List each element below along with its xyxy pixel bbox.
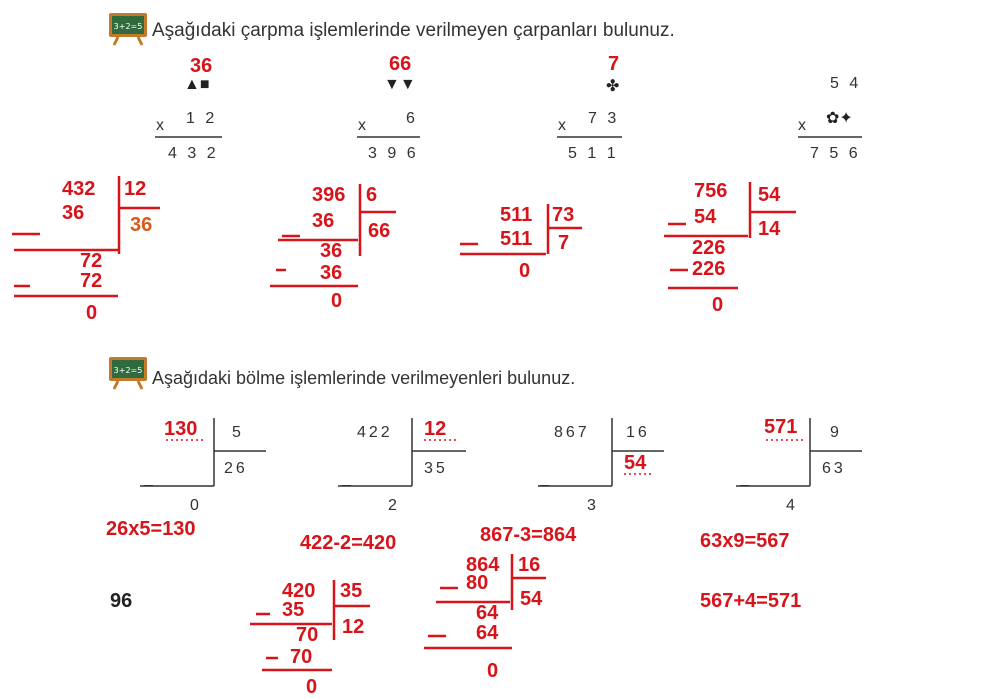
work1d-final: 0 [712,294,724,316]
work1b-sub2: 36 [320,262,343,284]
div1-minus: _ [144,470,156,487]
div2-dividend: 422 [357,424,393,441]
multiply-sign-1: x [156,117,167,134]
work1a-dividend: 432 [62,178,96,200]
work1c-quotient: 7 [558,232,570,254]
div4-minus: _ [740,470,752,487]
work2b-divisor: 35 [340,580,363,602]
answer-1: 36 [190,55,213,77]
work2-eq2: 422-2=420 [300,532,397,554]
svg-text:3+2=5: 3+2=5 [113,22,143,31]
product-3: 5 1 1 [568,145,619,162]
work1a-sub1: 36 [62,202,85,224]
work2c-rem1: 64 [476,602,499,624]
div1-quotient: 26 [224,460,248,477]
instruction-division: Aşağıdaki bölme işlemlerinde verilmeyenleri bulunuz. [152,368,576,388]
div3-divisor: 16 [626,424,650,441]
work2b-rem1: 70 [296,624,319,646]
svg-text:3+2=5: 3+2=5 [113,366,143,375]
div2-quotient: 35 [424,460,448,477]
work2-eq5: 567+4=571 [700,590,802,612]
work1c-dividend: 511 [500,204,533,226]
multiply-sign-4: x [798,117,809,134]
work2c-sub2: 64 [476,622,499,644]
multiply-sign-2: x [358,117,369,134]
work2c-divisor: 16 [518,554,541,576]
work1b-final: 0 [331,290,343,312]
work1a-divisor: 12 [124,178,147,200]
div1-divisor: 5 [232,424,244,441]
work2b-dividend: 420 [282,580,316,602]
multiplicand-4: 5 4 [830,75,862,92]
work2b-sub1: 35 [282,599,305,621]
work1d-quotient: 14 [758,218,781,240]
page-number: 96 [110,590,133,612]
multiplier-2: 6 [406,110,418,127]
product-1: 4 3 2 [168,145,219,162]
work1d-sub2: 226 [692,258,726,280]
missing-factor-symbols-2: ▼▼ [384,76,416,93]
work2b-quotient: 12 [342,616,365,638]
answer-3: 7 [608,53,620,75]
work2c-sub1: 80 [466,572,489,594]
work1b-rem1: 36 [320,240,343,262]
work1b-dividend: 396 [312,184,346,206]
work1a-quotient: 36 [130,214,153,236]
work1b-quotient: 66 [368,220,391,242]
work1a-rem1: 72 [80,250,103,272]
work2b-final: 0 [306,676,318,698]
instruction-multiplication: Aşağıdaki çarpma işlemlerinde verilmeyen çarpanları bulunuz. [152,20,675,41]
missing-factor-symbols-1: ▲■ [184,76,210,93]
missing-factor-symbols-3: ✤ [606,78,620,95]
work2b-sub2: 70 [290,646,313,668]
multiplier-3: 7 3 [588,110,620,127]
work1b-divisor: 6 [366,184,378,206]
work1c-divisor: 73 [552,204,575,226]
missing-factor-symbols-4: ✿✦ [826,110,853,127]
work1d-dividend: 756 [694,180,728,202]
div1-remainder: 0 [190,497,202,514]
work2c-dividend: 864 [466,554,500,576]
product-4: 7 5 6 [810,145,861,162]
div4-divisor: 9 [830,424,842,441]
multiply-sign-3: x [558,117,569,134]
work1c-sub1: 511 [500,228,533,250]
work2-eq4: 63x9=567 [700,530,790,552]
div2-minus: _ [342,470,354,487]
div4-remainder: 4 [786,497,798,514]
work1d-divisor: 54 [758,184,781,206]
work1d-rem1: 226 [692,237,726,259]
div4-dividend-answer: 571 [764,416,798,438]
multiplier-1: 1 2 [186,110,218,127]
div3-dividend: 867 [554,424,590,441]
div3-quotient-answer: 54 [624,452,647,474]
work1d-sub1: 54 [694,206,717,228]
div2-remainder: 2 [388,497,400,514]
div3-minus: _ [540,470,552,487]
div2-divisor-answer: 12 [424,418,447,440]
work2c-final: 0 [487,660,499,682]
div4-quotient: 63 [822,460,846,477]
work2-eq1: 26x5=130 [106,518,196,540]
work2-eq3: 867-3=864 [480,524,577,546]
div3-remainder: 3 [587,497,599,514]
div1-dividend-answer: 130 [164,418,198,440]
work1c-final: 0 [519,260,531,282]
work1a-final: 0 [86,302,98,324]
work2c-quotient: 54 [520,588,543,610]
work1b-sub1: 36 [312,210,335,232]
product-2: 3 9 6 [368,145,419,162]
work1a-sub2: 72 [80,270,103,292]
answer-2: 66 [389,53,412,75]
